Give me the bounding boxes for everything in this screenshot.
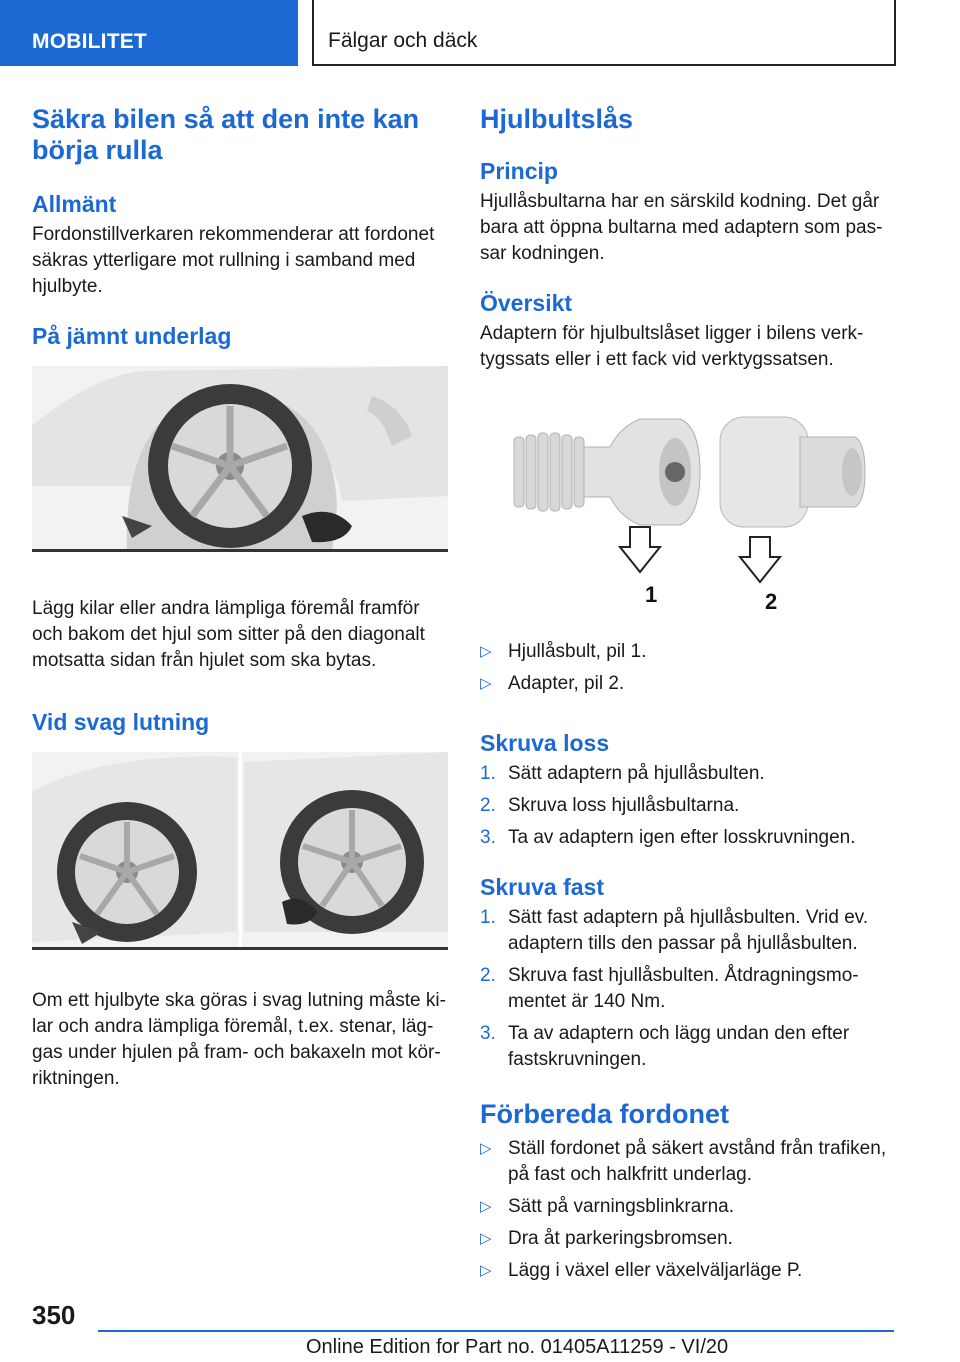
- wheel-slope-illustration: [32, 752, 448, 950]
- wheel-level-illustration: [32, 366, 448, 552]
- section-title-securing: Säkra bilen så att den inte kan börja rulla: [32, 104, 420, 165]
- list-item: 2. Skruva loss hjullåsbultarna.: [480, 795, 740, 816]
- oversikt-list: [480, 639, 890, 697]
- text-princip: Hjullåsbultarna har en särskild kodning. Det går bara att öppna bultarna med adaptern som pas-sar kodningen.: [480, 191, 883, 264]
- list-item: ▷ Dra åt parkeringsbromsen.: [480, 1226, 890, 1252]
- heading-allmant: Allmänt: [32, 191, 117, 217]
- list-item: 2. Skruva fast hjullåsbulten. Åtdragningsmo-mentet är 140 Nm.: [480, 965, 859, 1012]
- figure-wheel-slope: [32, 752, 448, 950]
- heading-skruva-loss: Skruva loss: [480, 730, 610, 756]
- skruva-loss-steps: [480, 761, 890, 851]
- list-item: 3. Ta av adaptern och lägg undan den efter fastskruvningen.: [480, 1023, 850, 1070]
- edition-note: Online Edition for Part no. 01405A11259 - VI/20: [306, 1336, 729, 1358]
- text-allmant: Fordonstillverkaren rekommenderar att fordonet säkras ytterligare mot rullning i samband med hjulbyte.: [32, 224, 435, 297]
- list-item: 1. Sätt adaptern på hjullåsbulten.: [480, 763, 765, 784]
- lock-bolt-illustration: [480, 397, 890, 617]
- skruva-fast-steps: [480, 905, 890, 1073]
- heading-princip: Princip: [480, 158, 558, 184]
- triangle-bullet-icon: ▷: [480, 1198, 492, 1215]
- section-title-wheel-lock: Hjulbultslås: [480, 104, 634, 134]
- text-jamnt-underlag: Lägg kilar eller andra lämpliga föremål framför och bakom det hjul som sitter på den diagonalt motsatta sidan från hjulet som ska bytas.: [32, 598, 425, 671]
- heading-jamnt-underlag: På jämnt underlag: [32, 323, 232, 349]
- page-number: 350: [32, 1300, 76, 1330]
- figure-lock-bolt-adapter: [480, 397, 890, 617]
- footer-divider: [98, 1330, 894, 1332]
- list-item: ▷ Sätt på varningsblinkrarna.: [480, 1194, 890, 1220]
- heading-svag-lutning: Vid svag lutning: [32, 709, 210, 735]
- figure-label-1: 1: [645, 582, 658, 607]
- section-label: MOBILITET: [0, 0, 298, 66]
- forbereda-list: [480, 1136, 890, 1284]
- triangle-bullet-icon: ▷: [480, 643, 492, 660]
- figure-wheel-level: [32, 366, 448, 552]
- list-item: 3. Ta av adaptern igen efter losskruvningen.: [480, 827, 856, 848]
- heading-oversikt: Översikt: [480, 290, 573, 316]
- triangle-bullet-icon: ▷: [480, 1230, 492, 1247]
- left-column: [32, 100, 448, 1092]
- list-item: ▷ Adapter, pil 2.: [480, 671, 890, 697]
- list-item: ▷ Ställ fordonet på säkert avstånd från trafiken, på fast och halkfritt underlag.: [480, 1138, 887, 1185]
- list-item: ▷ Hjullåsbult, pil 1.: [480, 639, 890, 665]
- page-header: [0, 0, 960, 68]
- section-title-prepare-vehicle: Förbereda fordonet: [480, 1099, 730, 1129]
- triangle-bullet-icon: ▷: [480, 1262, 492, 1279]
- text-svag-lutning: Om ett hjulbyte ska göras i svag lutning måste ki-lar och andra lämpliga föremål, t.ex. stenar, läg-gas under hjulen på fram- och bakaxeln mot kör-riktningen.: [32, 990, 446, 1089]
- triangle-bullet-icon: ▷: [480, 675, 492, 692]
- right-column: [480, 100, 890, 1284]
- list-item: ▷ Lägg i växel eller växelväljarläge P.: [480, 1258, 890, 1284]
- heading-skruva-fast: Skruva fast: [480, 874, 605, 900]
- figure-label-2: 2: [765, 589, 778, 614]
- text-oversikt: Adaptern för hjulbultslåset ligger i bilens verk-tygssats eller i ett fack vid verktygssatsen.: [480, 323, 864, 370]
- triangle-bullet-icon: ▷: [480, 1140, 492, 1157]
- list-item: 1. Sätt fast adaptern på hjullåsbulten. Vrid ev. adaptern tills den passar på hjullåsbulten.: [480, 907, 869, 954]
- chapter-title: Fälgar och däck: [312, 0, 896, 66]
